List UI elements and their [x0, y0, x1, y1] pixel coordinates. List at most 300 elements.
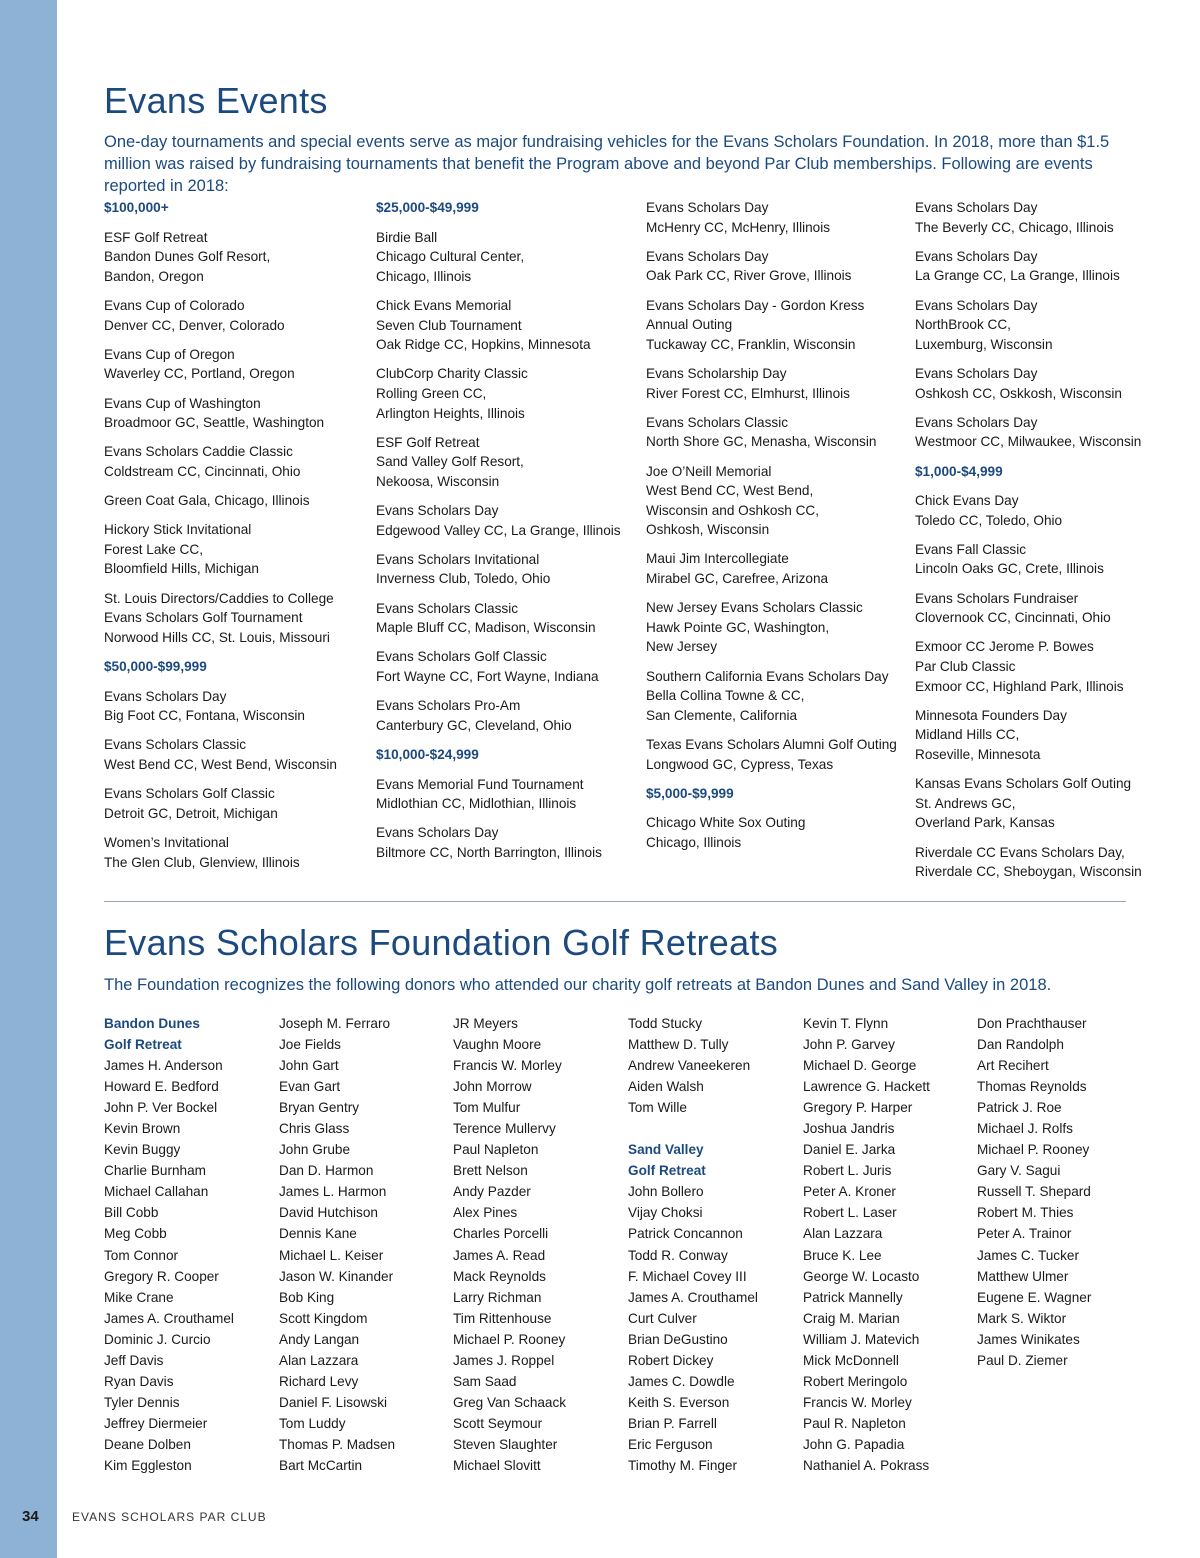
event-entry — [646, 462, 897, 540]
donor-name: JR Meyers — [453, 1016, 518, 1031]
retreat-header: Sand Valley — [628, 1142, 704, 1158]
event-name: Evans Scholars Day — [376, 503, 499, 519]
donor-name: Patrick Concannon — [628, 1226, 743, 1242]
donor-name: Michael L. Keiser — [279, 1247, 384, 1263]
event-name: Evans Scholars Classic — [104, 737, 247, 753]
event-entry — [915, 843, 1142, 882]
donor-name: Michael Slovitt — [453, 1457, 541, 1473]
event-entry — [915, 296, 1142, 355]
donor-name: Tim Rittenhouse — [453, 1310, 552, 1326]
event-name: Chicago White Sox Outing — [646, 815, 806, 831]
donor-name: Dominic J. Curcio — [104, 1331, 211, 1347]
event-entry — [915, 637, 1142, 696]
donor-name: Daniel F. Lisowski — [279, 1394, 388, 1410]
retreats-title: Evans Scholars Foundation Golf Retreats — [104, 922, 779, 963]
donor-name: Joshua Jandris — [803, 1121, 895, 1137]
event-location-line: Seven Club Tournament — [376, 317, 522, 333]
event-entry — [915, 706, 1142, 765]
event-location-line: Edgewood Valley CC, La Grange, Illinois — [376, 522, 621, 538]
event-location-line: Forest Lake CC, — [104, 541, 203, 557]
donor-name: James C. Dowdle — [628, 1373, 735, 1389]
donor-name: Brian P. Farrell — [628, 1415, 717, 1431]
event-name: Evans Scholars Day — [104, 688, 227, 704]
event-entry — [915, 247, 1142, 286]
donor-name: Vijay Choksi — [628, 1205, 703, 1221]
event-name: Evans Scholars Day — [915, 414, 1038, 430]
event-name: Chick Evans Memorial — [376, 297, 512, 313]
donor-name: Scott Seymour — [453, 1415, 543, 1431]
event-location-line: Midland Hills CC, — [915, 727, 1020, 743]
events-intro: One-day tournaments and special events serve as major fundraising vehicles for the Evans Scholars Foundation. In 2018, more than $1.5 million was raised by fundraising tournaments that benefit the Program above and beyond Par Club memberships. Following are events reported in 2018: — [104, 133, 1110, 195]
donor-name: Curt Culver — [628, 1310, 697, 1326]
event-name: Chick Evans Day — [915, 493, 1019, 509]
donor-name: Gary V. Sagui — [977, 1163, 1061, 1179]
donor-name: Jeffrey Diermeier — [104, 1415, 208, 1431]
event-location-line: Inverness Club, Toledo, Ohio — [376, 571, 551, 587]
donor-name: Jason W. Kinander — [279, 1268, 394, 1284]
section-divider — [104, 901, 1126, 902]
event-entry — [104, 491, 337, 511]
event-entry — [104, 589, 337, 648]
donor-name: Joseph M. Ferraro — [279, 1016, 391, 1031]
event-location-line: West Bend CC, West Bend, Wisconsin — [104, 757, 337, 772]
donor-name: Bob King — [279, 1289, 335, 1305]
donor-name: Todd Stucky — [628, 1016, 703, 1031]
donor-name: James A. Read — [453, 1247, 546, 1263]
event-name: Hickory Stick Invitational — [104, 522, 252, 538]
donor-name: Brian DeGustino — [628, 1331, 728, 1347]
donor-name: Don Prachthauser — [977, 1016, 1087, 1031]
donor-name: Robert Dickey — [628, 1352, 714, 1368]
donor-name: Mike Crane — [104, 1289, 174, 1305]
donor-name: James C. Tucker — [977, 1247, 1079, 1263]
event-location-line: Denver CC, Denver, Colorado — [104, 317, 285, 333]
donor-name: Michael P. Rooney — [453, 1331, 566, 1347]
donor-name: Bruce K. Lee — [803, 1247, 882, 1263]
event-location-line: Big Foot CC, Fontana, Wisconsin — [104, 708, 305, 724]
event-location-line: Clovernook CC, Cincinnati, Ohio — [915, 610, 1111, 626]
donor-name: John Morrow — [453, 1079, 532, 1095]
donor-name: Mark S. Wiktor — [977, 1310, 1067, 1326]
event-location-line: Chicago, Illinois — [376, 268, 472, 284]
donor-name: Gregory P. Harper — [803, 1100, 913, 1116]
event-name: New Jersey Evans Scholars Classic — [646, 600, 863, 616]
event-location-line: Mirabel GC, Carefree, Arizona — [646, 571, 829, 587]
event-entry — [915, 774, 1142, 833]
event-name: Evans Scholars Classic — [376, 600, 519, 616]
event-entry — [104, 687, 337, 726]
donor-name: Terence Mullervy — [453, 1121, 556, 1137]
event-name: ESF Golf Retreat — [104, 229, 208, 245]
event-name: Maui Jim Intercollegiate — [646, 551, 789, 567]
donor-name: Paul Napleton — [453, 1142, 539, 1158]
event-location-line: Nekoosa, Wisconsin — [376, 473, 500, 489]
donor-name: Tom Mulfur — [453, 1100, 521, 1116]
donor-name: Dennis Kane — [279, 1226, 357, 1242]
event-entry — [915, 413, 1142, 452]
event-name: Southern California Evans Scholars Day — [646, 668, 889, 684]
donor-column-6 — [977, 1013, 1091, 1371]
event-name: Evans Scholars Pro-Am — [376, 698, 521, 714]
event-location-line: Sand Valley Golf Resort, — [376, 454, 524, 470]
donor-name: Mick McDonnell — [803, 1352, 899, 1368]
event-location-line: San Clemente, California — [646, 707, 798, 723]
donor-name: Tom Luddy — [279, 1415, 346, 1431]
event-name: Texas Evans Scholars Alumni Golf Outing — [646, 737, 897, 752]
donor-name: Andy Langan — [279, 1331, 360, 1347]
donor-name: John G. Papadia — [803, 1436, 905, 1452]
donor-name: Greg Van Schaack — [453, 1394, 567, 1410]
event-location-line: Overland Park, Kansas — [915, 815, 1055, 831]
event-name: Evans Scholars Day — [915, 297, 1038, 313]
donor-name: Kim Eggleston — [104, 1457, 192, 1473]
donor-name: Charlie Burnham — [104, 1163, 206, 1179]
event-location-line: Hawk Pointe GC, Washington, — [646, 619, 830, 635]
donor-name: Peter A. Kroner — [803, 1184, 896, 1200]
donor-name: Lawrence G. Hackett — [803, 1079, 930, 1095]
event-location-line: Bella Collina Towne & CC, — [646, 688, 805, 704]
donor-column-2 — [279, 1013, 395, 1476]
events-column-4 — [915, 198, 1142, 891]
donor-name: Bryan Gentry — [279, 1100, 360, 1116]
donor-name: Alan Lazzara — [803, 1226, 883, 1242]
donor-name: Kevin Buggy — [104, 1142, 181, 1158]
event-name: Kansas Evans Scholars Golf Outing — [915, 776, 1132, 792]
event-location-line: Coldstream CC, Cincinnati, Ohio — [104, 463, 301, 479]
donor-name: Deane Dolben — [104, 1436, 191, 1452]
donor-name: Eric Ferguson — [628, 1436, 713, 1452]
event-name: Minnesota Founders Day — [915, 707, 1067, 723]
event-entry — [915, 589, 1142, 628]
donor-name: Peter A. Trainor — [977, 1226, 1072, 1242]
donor-name: Robert L. Juris — [803, 1163, 892, 1179]
donor-name: Bill Cobb — [104, 1205, 159, 1221]
donor-name: Joe Fields — [279, 1037, 341, 1053]
event-name: Evans Scholars Day — [915, 248, 1038, 264]
donor-name: Sam Saad — [453, 1373, 517, 1389]
event-name: Exmoor CC Jerome P. Bowes — [915, 639, 1094, 655]
events-title: Evans Events — [104, 80, 328, 121]
event-name: Evans Scholars Fundraiser — [915, 590, 1079, 606]
event-location-line: Canterbury GC, Cleveland, Ohio — [376, 717, 572, 733]
event-location-line: The Beverly CC, Chicago, Illinois — [915, 219, 1114, 235]
donation-tier-header: $10,000-$24,999 — [376, 747, 479, 762]
donor-name: John Bollero — [628, 1184, 704, 1200]
donation-tier-header: $100,000+ — [104, 200, 169, 215]
event-location-line: Westmoor CC, Milwaukee, Wisconsin — [915, 434, 1142, 450]
event-location-line: Fort Wayne CC, Fort Wayne, Indiana — [376, 669, 599, 685]
donor-name: Jeff Davis — [104, 1352, 164, 1368]
retreats-intro: The Foundation recognizes the following donors who attended our charity golf retreats at Bandon Dunes and Sand Valley in 2018. — [104, 976, 1052, 994]
donor-name: Andrew Vaneekeren — [628, 1058, 751, 1074]
donor-name: Thomas P. Madsen — [279, 1436, 396, 1452]
donor-name: David Hutchison — [279, 1205, 378, 1221]
donor-name: Alex Pines — [453, 1205, 518, 1221]
event-location-line: Tuckaway CC, Franklin, Wisconsin — [646, 336, 856, 352]
donor-name: John Gart — [279, 1058, 339, 1074]
event-name: Riverdale CC Evans Scholars Day, — [915, 844, 1125, 860]
retreat-header: Golf Retreat — [628, 1163, 706, 1179]
donor-name: Tom Connor — [104, 1247, 179, 1263]
event-entry — [646, 735, 897, 774]
donor-name: James J. Roppel — [453, 1352, 555, 1368]
donor-name: Todd R. Conway — [628, 1247, 728, 1263]
event-location-line: New Jersey — [646, 639, 718, 655]
donor-name: William J. Matevich — [803, 1331, 920, 1347]
retreat-header: Golf Retreat — [104, 1037, 182, 1053]
event-entry — [104, 833, 337, 872]
donor-name: Thomas Reynolds — [977, 1079, 1087, 1095]
event-entry — [104, 735, 337, 774]
donor-name: John P. Ver Bockel — [104, 1100, 218, 1116]
event-name: ClubCorp Charity Classic — [376, 366, 528, 382]
donor-name: Patrick Mannelly — [803, 1289, 903, 1305]
event-entry — [376, 647, 621, 686]
donor-name: Paul R. Napleton — [803, 1415, 906, 1431]
event-entry — [646, 247, 897, 286]
donor-name: James L. Harmon — [279, 1184, 387, 1200]
event-entry — [646, 413, 897, 452]
event-entry — [646, 813, 897, 852]
event-location-line: Bandon, Oregon — [104, 268, 204, 284]
event-location-line: Waverley CC, Portland, Oregon — [104, 366, 295, 382]
donor-name: Russell T. Shepard — [977, 1184, 1091, 1200]
event-entry — [376, 550, 621, 589]
event-name: Evans Cup of Oregon — [104, 346, 235, 362]
event-location-line: Luxemburg, Wisconsin — [915, 336, 1053, 352]
donor-column-4 — [628, 1013, 758, 1476]
donor-name: John P. Garvey — [803, 1037, 895, 1053]
event-name: Evans Scholars Day — [646, 200, 769, 215]
event-name: Evans Scholars Classic — [646, 414, 789, 430]
event-entry — [376, 775, 621, 814]
donation-tier-header: $5,000-$9,999 — [646, 785, 734, 801]
event-location-line: Exmoor CC, Highland Park, Illinois — [915, 678, 1124, 694]
donor-name: George W. Locasto — [803, 1268, 920, 1284]
donor-name: Craig M. Marian — [803, 1310, 900, 1326]
event-name: Evans Scholars Golf Classic — [376, 649, 547, 665]
event-name: Evans Cup of Washington — [104, 395, 261, 411]
event-entry — [376, 823, 621, 862]
event-location-line: North Shore GC, Menasha, Wisconsin — [646, 434, 877, 450]
donor-name: Robert M. Thies — [977, 1205, 1074, 1221]
event-location-line: Bloomfield Hills, Michigan — [104, 561, 259, 577]
donor-name: Andy Pazder — [453, 1184, 531, 1200]
donor-name: F. Michael Covey III — [628, 1268, 747, 1284]
donor-name: Patrick J. Roe — [977, 1100, 1062, 1116]
event-location-line: Bandon Dunes Golf Resort, — [104, 249, 271, 265]
event-entry — [376, 296, 621, 355]
events-column-3 — [646, 198, 897, 862]
event-location-line: Arlington Heights, Illinois — [376, 405, 525, 421]
donor-name: Meg Cobb — [104, 1226, 167, 1242]
event-location-line: Midlothian CC, Midlothian, Illinois — [376, 796, 577, 812]
event-entry — [376, 433, 621, 492]
event-entry — [915, 198, 1142, 237]
event-location-line: McHenry CC, McHenry, Illinois — [646, 219, 831, 235]
donor-name: Art Recihert — [977, 1058, 1049, 1074]
event-entry — [104, 784, 337, 823]
event-location-line: Oshkosh CC, Oskkosh, Wisconsin — [915, 385, 1122, 401]
event-entry — [915, 364, 1142, 403]
donation-tier-header: $25,000-$49,999 — [376, 200, 479, 215]
donor-name: Brett Nelson — [453, 1163, 528, 1179]
event-location-line: The Glen Club, Glenview, Illinois — [104, 854, 300, 870]
event-location-line: Lincoln Oaks GC, Crete, Illinois — [915, 561, 1104, 577]
donor-name: Dan D. Harmon — [279, 1163, 374, 1179]
donor-name: Daniel E. Jarka — [803, 1142, 896, 1158]
donor-name: Matthew Ulmer — [977, 1268, 1069, 1284]
donor-name: Michael D. George — [803, 1058, 917, 1074]
event-name: Evans Scholars Day — [915, 200, 1038, 215]
donor-name: Keith S. Everson — [628, 1394, 730, 1410]
donor-name: Michael Callahan — [104, 1184, 209, 1200]
event-name: Women’s Invitational — [104, 834, 229, 850]
donation-tier-header: $1,000-$4,999 — [915, 463, 1003, 479]
events-column-1 — [104, 198, 337, 882]
event-location-line: Oshkosh, Wisconsin — [646, 522, 770, 538]
donor-name: Charles Porcelli — [453, 1226, 549, 1242]
event-location-line: NorthBrook CC, — [915, 317, 1011, 333]
event-name: Evans Scholars Invitational — [376, 551, 540, 567]
event-location-line: West Bend CC, West Bend, — [646, 483, 814, 499]
event-name: Evans Scholarship Day — [646, 365, 787, 381]
donor-name: Tom Wille — [628, 1100, 687, 1116]
donor-name: Timothy M. Finger — [628, 1457, 738, 1473]
donor-name: Steven Slaughter — [453, 1436, 558, 1452]
donor-name: Matthew D. Tully — [628, 1037, 729, 1053]
donor-name: Nathaniel A. Pokrass — [803, 1457, 930, 1473]
event-location-line: Annual Outing — [646, 317, 733, 333]
event-entry — [104, 520, 337, 579]
event-location-line: River Forest CC, Elmhurst, Illinois — [646, 385, 850, 401]
event-entry — [646, 364, 897, 403]
event-entry — [376, 228, 621, 287]
donor-name: Robert Meringolo — [803, 1373, 908, 1389]
event-name: Evans Scholars Day — [915, 365, 1038, 381]
donor-name: Paul D. Ziemer — [977, 1352, 1068, 1368]
column-spacer — [628, 1118, 758, 1139]
event-location-line: Toledo CC, Toledo, Ohio — [915, 512, 1063, 528]
donor-name: Michael P. Rooney — [977, 1142, 1090, 1158]
event-location-line: St. Andrews GC, — [915, 795, 1016, 811]
event-name: Joe O’Neill Memorial — [646, 463, 772, 479]
event-location-line: Chicago, Illinois — [646, 834, 742, 850]
event-entry — [646, 198, 897, 237]
retreat-header: Bandon Dunes — [104, 1016, 200, 1031]
event-location-line: Broadmoor GC, Seattle, Washington — [104, 415, 325, 431]
event-name: Evans Scholars Day — [646, 248, 769, 264]
event-name: Birdie Ball — [376, 229, 438, 245]
donor-name: John Grube — [279, 1142, 351, 1158]
donor-name: Evan Gart — [279, 1079, 341, 1095]
event-entry — [104, 296, 337, 335]
event-location-line: Detroit GC, Detroit, Michigan — [104, 805, 278, 821]
event-location-line: Longwood GC, Cypress, Texas — [646, 756, 834, 772]
page-sidebar-stripe — [0, 0, 57, 1558]
event-location-line: Oak Park CC, River Grove, Illinois — [646, 268, 852, 284]
event-name: Evans Fall Classic — [915, 541, 1027, 557]
event-entry — [646, 598, 897, 657]
event-entry — [646, 549, 897, 588]
event-entry — [646, 296, 897, 355]
donor-column-1 — [104, 1013, 234, 1476]
event-location-line: Biltmore CC, North Barrington, Illinois — [376, 844, 602, 860]
donor-name: Francis W. Morley — [803, 1394, 912, 1410]
publication-name: EVANS SCHOLARS PAR CLUB — [72, 1510, 267, 1524]
event-location-line: Chicago Cultural Center, — [376, 249, 525, 265]
donor-name: Kevin T. Flynn — [803, 1016, 889, 1031]
event-name: Evans Memorial Fund Tournament — [376, 776, 584, 792]
donor-name: Chris Glass — [279, 1121, 350, 1137]
event-entry — [915, 491, 1142, 530]
donor-name: James Winikates — [977, 1331, 1080, 1347]
event-location-line: Wisconsin and Oshkosh CC, — [646, 502, 820, 518]
event-location-line: Norwood Hills CC, St. Louis, Missouri — [104, 629, 330, 645]
donor-name: Michael J. Rolfs — [977, 1121, 1073, 1137]
event-entry — [376, 696, 621, 735]
event-name: ESF Golf Retreat — [376, 434, 480, 450]
event-name: Evans Cup of Colorado — [104, 297, 245, 313]
donor-column-5 — [803, 1013, 930, 1476]
donor-name: Aiden Walsh — [628, 1079, 704, 1095]
event-entry — [376, 364, 621, 423]
event-entry — [104, 345, 337, 384]
event-entry — [104, 394, 337, 433]
event-location-line: Par Club Classic — [915, 659, 1016, 675]
event-entry — [646, 667, 897, 726]
donor-name: James A. Crouthamel — [104, 1310, 234, 1326]
event-location-line: Oak Ridge CC, Hopkins, Minnesota — [376, 337, 591, 353]
event-entry — [104, 228, 337, 287]
donor-name: Alan Lazzara — [279, 1352, 359, 1368]
event-location-line: Riverdale CC, Sheboygan, Wisconsin — [915, 864, 1142, 880]
donor-name: Tyler Dennis — [104, 1394, 180, 1410]
donor-name: Vaughn Moore — [453, 1037, 542, 1053]
event-entry — [376, 501, 621, 540]
event-name: Evans Scholars Caddie Classic — [104, 444, 293, 460]
donor-name: Robert L. Laser — [803, 1205, 897, 1221]
donor-name: Howard E. Bedford — [104, 1079, 219, 1095]
donation-tier-header: $50,000-$99,999 — [104, 659, 207, 675]
event-location-line: La Grange CC, La Grange, Illinois — [915, 268, 1120, 284]
donor-name: Kevin Brown — [104, 1121, 181, 1137]
event-entry — [915, 540, 1142, 579]
donor-name: Dan Randolph — [977, 1037, 1064, 1053]
event-entry — [104, 442, 337, 481]
page-number: 34 — [22, 1508, 39, 1525]
donor-name: James H. Anderson — [104, 1058, 223, 1074]
event-location-line: Maple Bluff CC, Madison, Wisconsin — [376, 620, 596, 636]
event-location-line: Evans Scholars Golf Tournament — [104, 610, 303, 626]
event-location-line: Rolling Green CC, — [376, 385, 487, 401]
donor-name: Bart McCartin — [279, 1457, 363, 1473]
event-name: Green Coat Gala, Chicago, Illinois — [104, 493, 310, 509]
donor-name: Larry Richman — [453, 1289, 542, 1305]
event-name: Evans Scholars Golf Classic — [104, 786, 275, 802]
events-column-2 — [376, 198, 621, 872]
event-name: St. Louis Directors/Caddies to College — [104, 590, 334, 606]
donor-name: Ryan Davis — [104, 1373, 174, 1389]
donor-name: Francis W. Morley — [453, 1058, 562, 1074]
event-location-line: Roseville, Minnesota — [915, 747, 1041, 762]
donor-column-3 — [453, 1013, 566, 1476]
event-name: Evans Scholars Day — [376, 825, 499, 841]
donor-name: Scott Kingdom — [279, 1310, 368, 1326]
event-entry — [376, 599, 621, 638]
donor-name: James A. Crouthamel — [628, 1289, 758, 1305]
donor-name: Richard Levy — [279, 1373, 359, 1389]
